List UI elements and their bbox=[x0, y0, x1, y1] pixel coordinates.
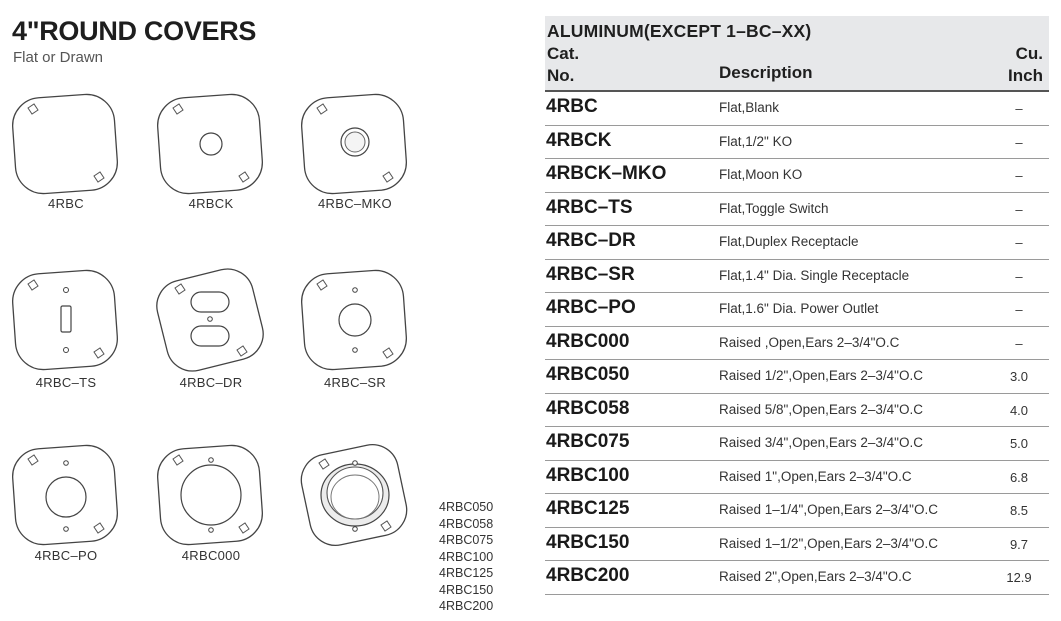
column-header-cat bbox=[547, 43, 579, 87]
cell-description: Raised ,Open,Ears 2–3/4"O.C bbox=[719, 334, 900, 350]
cell-description: Raised 1",Open,Ears 2–3/4"O.C bbox=[719, 468, 912, 484]
cover-label: 4RBC–DR bbox=[179, 375, 243, 390]
table-row bbox=[545, 159, 1049, 193]
cover-4rbc-dr bbox=[153, 268, 269, 390]
cell-cu-inch: 9.7 bbox=[1009, 536, 1029, 552]
cover-4rbc000 bbox=[153, 443, 269, 563]
cell-cu-inch: – bbox=[1015, 134, 1023, 150]
cover-4rbck bbox=[153, 92, 269, 211]
power-outlet-cover-icon bbox=[8, 443, 124, 547]
table-row bbox=[545, 561, 1049, 595]
raised-ring-cover-icon bbox=[297, 443, 413, 547]
table-row bbox=[545, 528, 1049, 562]
cover-4rbc-mko bbox=[297, 92, 413, 211]
column-header-description: Description bbox=[719, 63, 813, 82]
cell-cat-no: 4RBC075 bbox=[546, 431, 630, 452]
cell-cat-no: 4RBC200 bbox=[546, 565, 630, 586]
table-row bbox=[545, 260, 1049, 294]
cover-label: 4RBCK bbox=[188, 196, 234, 211]
cell-description: Raised 2",Open,Ears 2–3/4"O.C bbox=[719, 569, 912, 584]
list-item: 4RBC050 bbox=[439, 500, 494, 514]
cover-label: 4RBC–TS bbox=[35, 375, 97, 390]
cover-label: 4RBC–MKO bbox=[318, 196, 392, 211]
cover-4rbc-sr bbox=[297, 268, 413, 390]
cell-description: Flat,Blank bbox=[719, 100, 780, 115]
cell-cu-inch: 8.5 bbox=[1009, 503, 1029, 518]
raised-catalog-list bbox=[439, 499, 493, 615]
list-item: 4RBC058 bbox=[439, 516, 494, 531]
cell-cat-no: 4RBC–PO bbox=[546, 297, 636, 318]
column-header-cu-inch bbox=[1008, 43, 1043, 87]
cell-cu-inch: – bbox=[1015, 235, 1023, 250]
spec-table bbox=[545, 16, 1049, 595]
cell-description: Raised 1–1/4",Open,Ears 2–3/4"O.C bbox=[719, 502, 938, 517]
cover-label: 4RBC–PO bbox=[34, 548, 98, 563]
cover-label: 4RBC000 bbox=[181, 548, 241, 563]
toggle-switch-cover-icon bbox=[8, 268, 124, 372]
cell-cat-no: 4RBC000 bbox=[546, 330, 630, 352]
cell-description: Raised 1/2",Open,Ears 2–3/4"O.C bbox=[719, 368, 923, 383]
cell-cu-inch: 6.8 bbox=[1009, 469, 1029, 485]
cell-cu-inch: 3.0 bbox=[1009, 369, 1029, 384]
cell-description: Flat,Moon KO bbox=[719, 167, 803, 182]
page-subtitle: Flat or Drawn bbox=[13, 49, 104, 66]
cover-4rbc-po bbox=[8, 443, 124, 563]
cell-cat-no: 4RBC–TS bbox=[546, 196, 633, 218]
list-item: 4RBC075 bbox=[439, 533, 494, 547]
raised-open-cover-icon bbox=[153, 443, 269, 547]
cover-4rbc bbox=[8, 92, 124, 211]
table-row bbox=[545, 92, 1049, 126]
cell-cat-no: 4RBC125 bbox=[546, 498, 630, 519]
table-row bbox=[545, 293, 1049, 327]
moon-knockout-cover-icon bbox=[297, 92, 413, 196]
table-row bbox=[545, 461, 1049, 495]
table-row bbox=[545, 394, 1049, 428]
duplex-receptacle-cover-icon bbox=[153, 268, 269, 372]
cell-cu-inch: – bbox=[1015, 201, 1023, 217]
cell-description: Flat,1.4" Dia. Single Receptacle bbox=[719, 267, 910, 283]
list-item: 4RBC200 bbox=[439, 599, 494, 613]
table-row bbox=[545, 327, 1049, 361]
table-row bbox=[545, 226, 1049, 260]
list-item: 4RBC150 bbox=[439, 582, 494, 597]
cover-label: 4RBC bbox=[48, 196, 84, 211]
cell-cu-inch: – bbox=[1015, 268, 1023, 284]
list-item: 4RBC100 bbox=[439, 549, 494, 564]
single-receptacle-cover-icon bbox=[297, 268, 413, 372]
column-header-cat-line2: No. bbox=[547, 66, 575, 85]
cell-description: Flat,1.6" Dia. Power Outlet bbox=[719, 301, 879, 316]
table-row bbox=[545, 193, 1049, 227]
cell-cat-no: 4RBCK–MKO bbox=[546, 163, 667, 184]
cell-cat-no: 4RBC058 bbox=[546, 397, 630, 419]
cell-cat-no: 4RBC–DR bbox=[546, 230, 636, 251]
table-body bbox=[545, 92, 1049, 595]
cell-cu-inch: – bbox=[1015, 101, 1023, 116]
cell-cat-no: 4RBC100 bbox=[546, 464, 630, 486]
table-row bbox=[545, 427, 1049, 461]
cell-cu-inch: – bbox=[1015, 302, 1023, 317]
cell-cu-inch: – bbox=[1015, 168, 1023, 183]
cell-description: Raised 1–1/2",Open,Ears 2–3/4"O.C bbox=[719, 535, 938, 551]
cell-description: Raised 3/4",Open,Ears 2–3/4"O.C bbox=[719, 435, 923, 450]
table-row bbox=[545, 494, 1049, 528]
cell-cat-no: 4RBCK bbox=[546, 129, 612, 151]
cell-cu-inch: – bbox=[1015, 335, 1023, 351]
cell-cat-no: 4RBC–SR bbox=[546, 263, 635, 285]
cell-cat-no: 4RBC150 bbox=[546, 531, 630, 553]
cell-cat-no: 4RBC050 bbox=[546, 364, 630, 385]
table-row bbox=[545, 126, 1049, 160]
cell-cat-no: 4RBC bbox=[546, 96, 598, 117]
cell-cu-inch: 4.0 bbox=[1009, 402, 1029, 418]
column-header-cat-line1: Cat. bbox=[547, 44, 580, 63]
cell-description: Flat,Toggle Switch bbox=[719, 200, 829, 216]
cover-label: 4RBC–SR bbox=[323, 375, 387, 390]
column-header-cu-line2: Inch bbox=[1008, 66, 1043, 85]
table-row bbox=[545, 360, 1049, 394]
list-item: 4RBC125 bbox=[439, 566, 494, 580]
cell-cu-inch: 5.0 bbox=[1009, 436, 1029, 451]
material-heading: ALUMINUM(EXCEPT 1–BC–XX) bbox=[547, 21, 812, 41]
flat-blank-cover-icon bbox=[8, 92, 124, 196]
knockout-cover-icon bbox=[153, 92, 269, 196]
page-title: 4"ROUND COVERS bbox=[12, 16, 257, 46]
column-header-cu-line1: Cu. bbox=[1015, 44, 1043, 63]
cell-description: Flat,Duplex Receptacle bbox=[719, 234, 859, 249]
cover-raised-ring bbox=[297, 443, 413, 547]
table-header bbox=[545, 16, 1049, 92]
cell-description: Flat,1/2" KO bbox=[719, 133, 793, 149]
cell-description: Raised 5/8",Open,Ears 2–3/4"O.C bbox=[719, 401, 923, 417]
cell-cu-inch: 12.9 bbox=[1006, 570, 1032, 585]
cover-4rbc-ts bbox=[8, 268, 124, 390]
